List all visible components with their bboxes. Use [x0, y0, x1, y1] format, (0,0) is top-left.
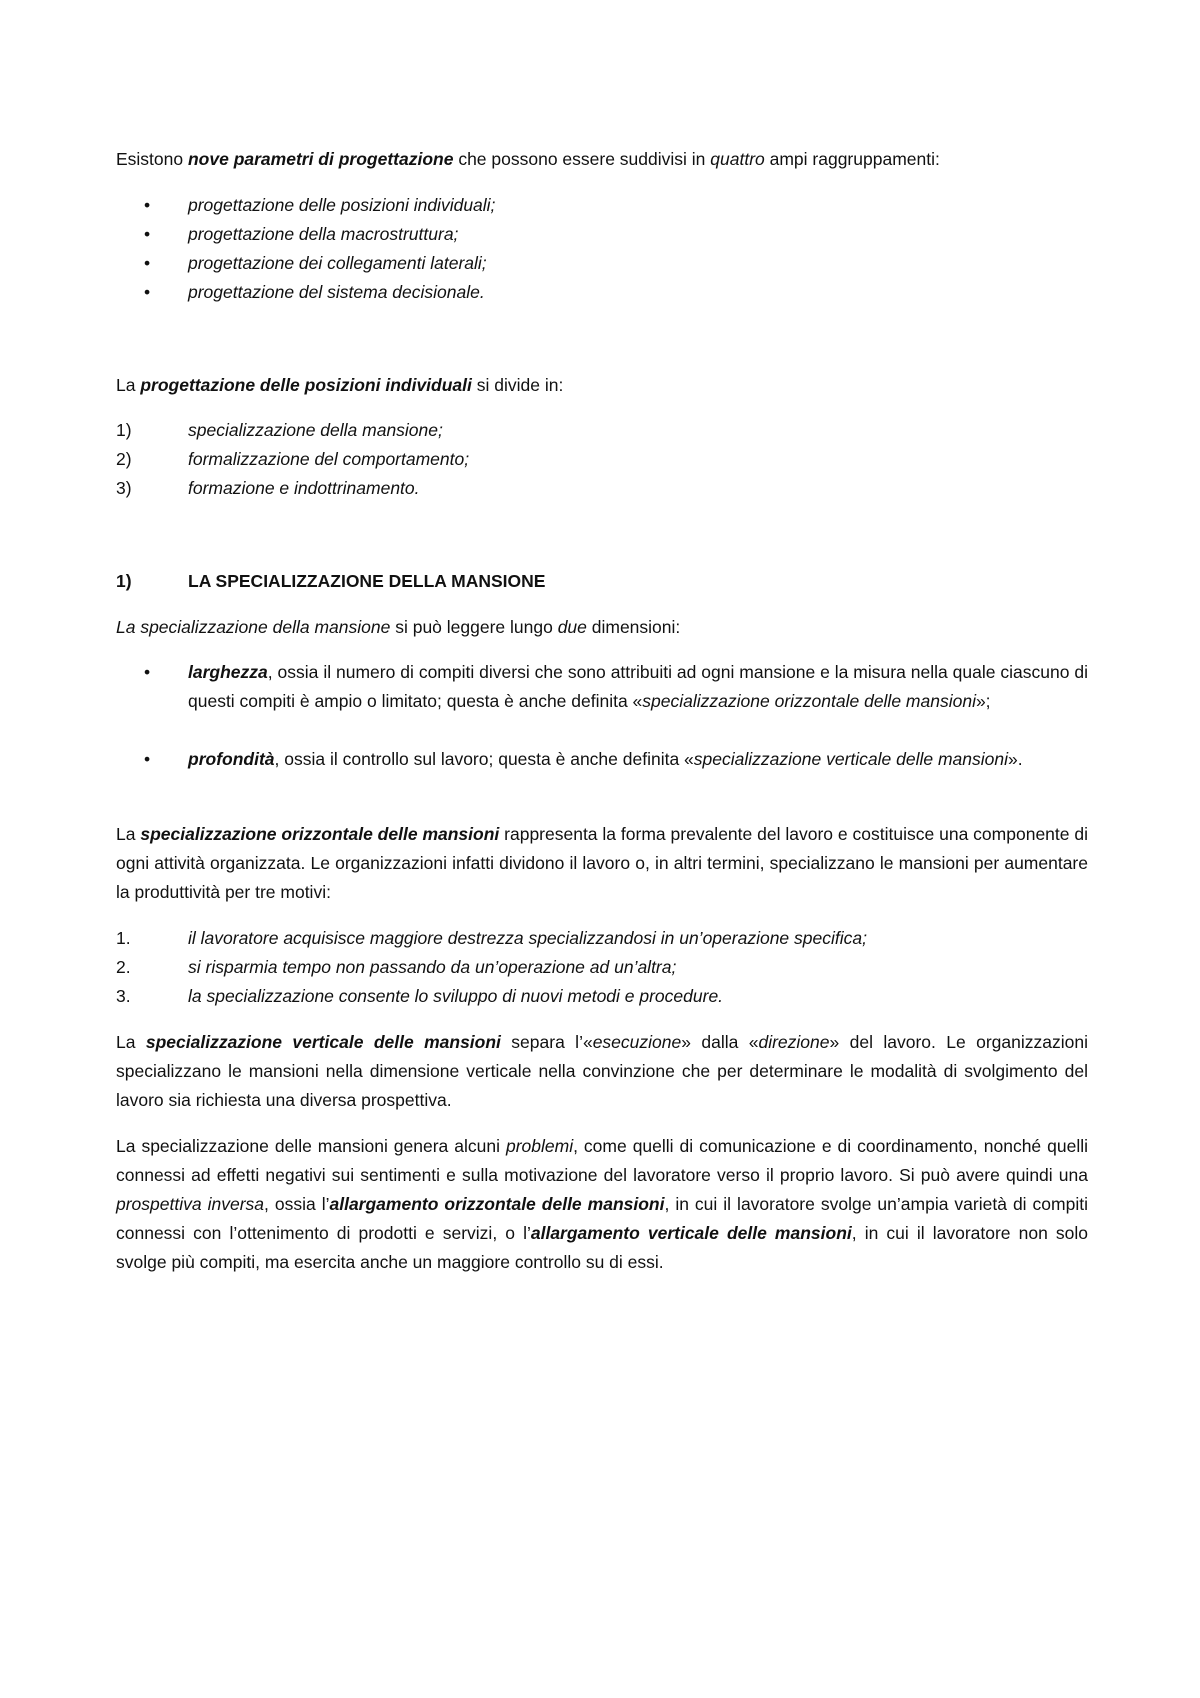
list-item-text: formazione e indottrinamento. [188, 478, 420, 498]
bullet-icon: • [144, 195, 151, 215]
bold-italic-span: larghezza [188, 662, 268, 682]
text-span: , ossia il controllo sul lavoro; questa è anche definita « [274, 749, 694, 769]
italic-span: La specializzazione della mansione [116, 617, 391, 637]
list-item [116, 220, 1088, 249]
list-item-text [188, 658, 1088, 716]
list-item-text: si risparmia tempo non passando da un’operazione ad un’altra; [188, 957, 677, 977]
list-item [116, 953, 1088, 982]
list-number: 2. [116, 957, 131, 977]
text-span: , come quelli di comunicazione e di coordinamento, nonché quelli connessi ad effetti negativi sui sentimenti e sulla motivazione del lavoratore verso il proprio lavoro. Si può avere quindi una [116, 1136, 1088, 1185]
bold-italic-span: allargamento verticale delle mansioni [530, 1223, 852, 1243]
italic-span: problemi [505, 1136, 574, 1156]
list-item [116, 416, 1088, 445]
text-span: separa l’« [500, 1032, 593, 1052]
paragraph [116, 820, 1088, 907]
paragraph [116, 371, 1088, 400]
italic-span: prospettiva inversa [116, 1194, 265, 1214]
italic-span: specializzazione verticale delle mansioni [693, 749, 1008, 769]
section-heading [116, 567, 1088, 596]
text-span: rappresenta la forma prevalente del lavoro e costituisce una componente di ogni attività organizzata. Le organizzazioni infatti dividono il lavoro o, in altri termini, specializzano le mansioni per aumentare la produttività per tre motivi: [116, 824, 1089, 902]
heading-text: LA SPECIALIZZAZIONE DELLA MANSIONE [188, 571, 546, 591]
text-span: si divide in: [471, 375, 564, 395]
paragraph [116, 1028, 1088, 1115]
italic-span: quattro [710, 149, 765, 169]
text-span: La [116, 824, 141, 844]
list-item-text: progettazione dei collegamenti laterali; [188, 253, 487, 273]
list-item [116, 474, 1088, 503]
list-number: 3) [116, 478, 132, 498]
bold-italic-span: nove parametri di progettazione [187, 149, 454, 169]
list-item-text [188, 745, 1088, 774]
bullet-icon: • [144, 253, 151, 273]
text-span: che possono essere suddivisi in [453, 149, 711, 169]
list-number: 3. [116, 986, 131, 1006]
paragraph [116, 613, 1088, 642]
bullet-icon: • [144, 282, 151, 302]
list-item [116, 191, 1088, 220]
italic-span: direzione [758, 1032, 830, 1052]
bold-italic-span: allargamento orizzontale delle mansioni [329, 1194, 665, 1214]
list-item-text: progettazione delle posizioni individuali; [188, 195, 496, 215]
list-number: 2) [116, 449, 132, 469]
list-item [116, 924, 1088, 953]
italic-span: esecuzione [592, 1032, 682, 1052]
text-span: Esistono [116, 149, 188, 169]
list-item [116, 658, 1088, 716]
list-item-text: formalizzazione del comportamento; [188, 449, 470, 469]
text-span: , in cui il lavoratore non solo svolge più compiti, ma esercita anche un maggiore controllo su di essi. [116, 1223, 1089, 1272]
intro-paragraph [116, 145, 1088, 174]
text-span: , ossia l’ [264, 1194, 330, 1214]
list-item-text: la specializzazione consente lo sviluppo di nuovi metodi e procedure. [188, 986, 724, 1006]
list-item [116, 278, 1088, 307]
list-item [116, 445, 1088, 474]
text-span: »; [975, 691, 991, 711]
list-number: 1) [116, 420, 132, 440]
text-span: » dalla « [681, 1032, 759, 1052]
list-item-text: progettazione della macrostruttura; [188, 224, 459, 244]
list-item-text: il lavoratore acquisisce maggiore destrezza specializzandosi in un’operazione specifica; [188, 928, 867, 948]
text-span: , ossia il numero di compiti diversi che sono attribuiti ad ogni mansione e la misura nella quale ciascuno di questi compiti è ampio o limitato; questa è anche definita « [188, 662, 1088, 711]
bold-italic-span: specializzazione orizzontale delle mansioni [140, 824, 500, 844]
list-item-text: progettazione del sistema decisionale. [188, 282, 485, 302]
bold-italic-span: progettazione delle posizioni individuali [140, 375, 472, 395]
heading-number: 1) [116, 571, 132, 591]
list-item [116, 249, 1088, 278]
list-item [116, 982, 1088, 1011]
bold-italic-span: specializzazione verticale delle mansioni [145, 1032, 501, 1052]
list-number: 1. [116, 928, 131, 948]
italic-span: specializzazione orizzontale delle mansioni [642, 691, 976, 711]
list-item [116, 745, 1088, 774]
bullet-icon: • [144, 224, 151, 244]
text-span: dimensioni: [586, 617, 681, 637]
text-span: La [116, 1032, 146, 1052]
text-span: ». [1008, 749, 1023, 769]
paragraph [116, 1132, 1088, 1277]
list-item-text: specializzazione della mansione; [188, 420, 443, 440]
text-span: si può leggere lungo [390, 617, 558, 637]
text-span: , in cui il lavoratore svolge un’ampia varietà di compiti connessi con l’ottenimento di prodotti e servizi, o l’ [116, 1194, 1088, 1243]
text-span: La specializzazione delle mansioni genera alcuni [116, 1136, 506, 1156]
bullet-icon: • [144, 749, 151, 769]
text-span: » del lavoro. Le organizzazioni specializzano le mansioni nella dimensione verticale nella convinzione che per determinare le modalità di svolgimento del lavoro sia richiesta una diversa prospettiva. [116, 1032, 1088, 1110]
text-span: ampi raggruppamenti: [764, 149, 940, 169]
italic-span: due [557, 617, 587, 637]
bullet-icon: • [144, 662, 151, 682]
text-span: La [116, 375, 141, 395]
bold-italic-span: profondità [188, 749, 275, 769]
